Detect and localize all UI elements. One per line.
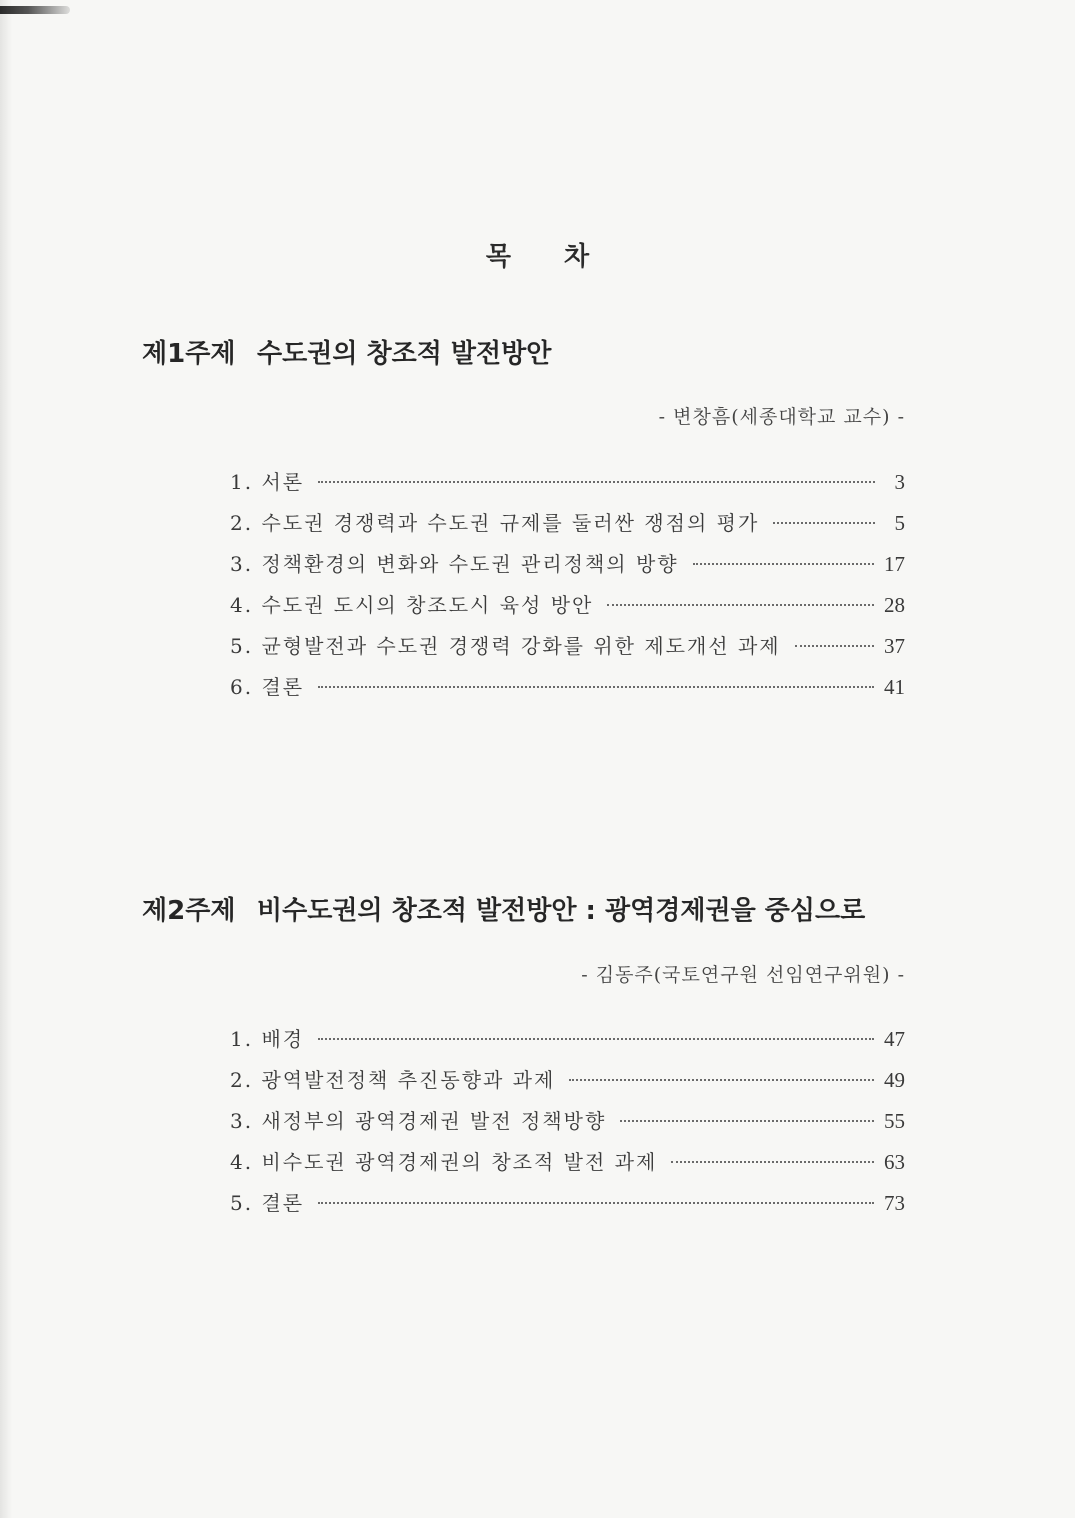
toc-leader-dots [318, 481, 875, 483]
page-title: 목 차 [485, 242, 612, 272]
toc-entry[interactable] [230, 1146, 905, 1187]
topic-2-heading [142, 890, 865, 927]
toc-entry-page: 47 [884, 1027, 905, 1051]
toc-entry-label: 2. 광역발전정책 추진동향과 과제 [230, 1068, 556, 1092]
toc-entry[interactable] [230, 548, 905, 589]
toc-entry-label: 1. 서론 [230, 470, 305, 494]
scan-edge-shadow [0, 0, 12, 1518]
toc-entry-label: 4. 비수도권 광역경제권의 창조적 발전 과제 [230, 1150, 658, 1174]
toc-entry-page: 17 [884, 552, 905, 576]
toc-entry-label: 1. 배경 [230, 1027, 305, 1051]
toc-entry[interactable] [230, 630, 905, 671]
toc-leader-dots [671, 1161, 874, 1163]
toc-entry[interactable] [230, 671, 905, 712]
toc-entry-page: 63 [884, 1150, 905, 1174]
topic-2-title: 비수도권의 창조적 발전방안 : 광역경제권을 중심으로 [257, 896, 866, 926]
toc-entry[interactable] [230, 1187, 905, 1228]
topic-1-toc [230, 466, 905, 712]
toc-leader-dots [318, 1038, 874, 1040]
toc-entry-label: 4. 수도권 도시의 창조도시 육성 방안 [230, 593, 594, 617]
toc-entry-page: 41 [884, 675, 905, 699]
toc-leader-dots [795, 645, 874, 647]
toc-entry-page: 73 [884, 1191, 905, 1215]
toc-leader-dots [620, 1120, 874, 1122]
toc-leader-dots [773, 522, 875, 524]
toc-entry-page: 5 [894, 511, 905, 535]
toc-entry-label: 5. 균형발전과 수도권 경쟁력 강화를 위한 제도개선 과제 [230, 634, 781, 658]
toc-leader-dots [318, 1202, 874, 1204]
toc-entry-page: 49 [884, 1068, 905, 1092]
toc-entry[interactable] [230, 507, 905, 548]
toc-entry-label: 2. 수도권 경쟁력과 수도권 규제를 둘러싼 쟁점의 평가 [230, 511, 760, 535]
toc-leader-dots [318, 686, 874, 688]
toc-leader-dots [607, 604, 874, 606]
toc-entry-page: 37 [884, 634, 905, 658]
toc-entry[interactable] [230, 466, 905, 507]
toc-entry[interactable] [230, 1064, 905, 1105]
toc-entry[interactable] [230, 589, 905, 630]
toc-entry-page: 28 [884, 593, 905, 617]
topic-1-number: 제1주제 [142, 339, 236, 369]
topic-2-toc [230, 1023, 905, 1228]
topic-1-author: - 변창흠(세종대학교 교수) - [658, 406, 905, 428]
toc-entry-page: 55 [884, 1109, 905, 1133]
toc-entry[interactable] [230, 1023, 905, 1064]
toc-entry[interactable] [230, 1105, 905, 1146]
toc-entry-label: 5. 결론 [230, 1191, 305, 1215]
toc-entry-label: 6. 결론 [230, 675, 305, 699]
topic-1-heading [142, 333, 551, 370]
toc-leader-dots [693, 563, 874, 565]
toc-entry-label: 3. 정책환경의 변화와 수도권 관리정책의 방향 [230, 552, 679, 576]
topic-2-author: - 김동주(국토연구원 선임연구위원) - [581, 964, 905, 986]
toc-entry-label: 3. 새정부의 광역경제권 발전 정책방향 [230, 1109, 607, 1133]
topic-2-number: 제2주제 [142, 896, 236, 926]
toc-entry-page: 3 [894, 470, 905, 494]
scan-corner-mark [0, 6, 70, 14]
topic-1-title: 수도권의 창조적 발전방안 [257, 339, 552, 369]
toc-leader-dots [569, 1079, 874, 1081]
